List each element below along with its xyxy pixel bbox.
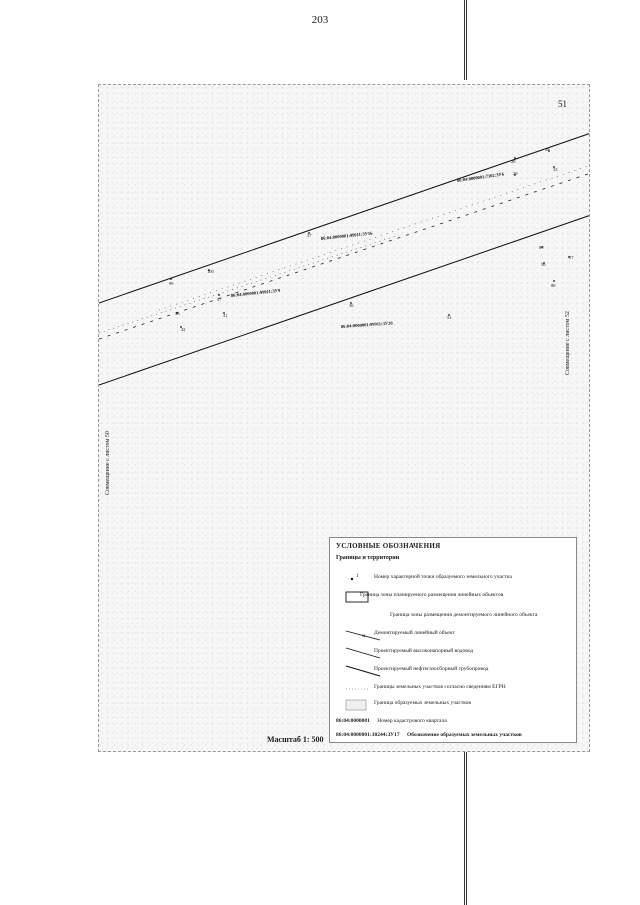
point-label: 57 [569, 255, 574, 260]
corridor-line-dotted [99, 235, 399, 333]
point-mark [170, 278, 172, 280]
point-label: 89 [539, 245, 544, 250]
continuation-label-left: Совмещение с листом 50 [105, 431, 111, 495]
point-label: 37 [217, 297, 222, 302]
zone-boundary-upper [99, 133, 590, 303]
legend-item [330, 570, 578, 588]
legend-item-text: Граница зоны планируемого размещения линейных объектов [360, 592, 504, 598]
legend-item [330, 644, 578, 662]
parcel-label: 86:04:0000001:99911:ЗУ26 [340, 320, 393, 329]
legend-box [329, 537, 577, 743]
svg-text:×: × [362, 634, 366, 640]
parcel-label: 86:04:0000001:99911:ЗУ16 [320, 230, 373, 241]
legend-item-text: Демонтируемый линейный объект [374, 630, 455, 636]
legend-item [330, 662, 578, 680]
legend-section-title: Границы и территории [336, 555, 400, 561]
cadastral-quarter-text: Номер кадастрового квартала [377, 718, 447, 724]
scan-edge-line [466, 752, 467, 905]
point-label: 88 [551, 283, 556, 288]
legend-item-text: Проектируемый нефтегазосборный трубопровод [374, 666, 489, 672]
legend-item [330, 608, 578, 626]
parcel-designation-code: 86:04:0000001:30244:ЗУ17 [336, 732, 400, 738]
point-label: 29 [513, 171, 518, 176]
scale-label: Масштаб 1: 500 [267, 735, 324, 744]
continuation-label-right: Совмещение с листом 52 [565, 311, 571, 375]
zone-boundary-lower [99, 215, 590, 385]
map-frame [98, 84, 590, 752]
scan-edge-line [464, 752, 465, 905]
svg-text:1: 1 [356, 574, 359, 579]
scan-edge-line [464, 0, 465, 80]
point-mark [218, 294, 220, 296]
legend-item-text: Границы земельных участков согласно сведениям ЕГРН [374, 684, 506, 690]
point-label: 100 [207, 269, 214, 274]
point-label: 37 [307, 233, 312, 238]
legend-code [336, 732, 522, 738]
point-label: 36 [175, 311, 180, 316]
parcel-label: 86:04:0000001:99911:ЗУ9 [230, 287, 281, 298]
point-label: 36 [349, 303, 354, 308]
cadastral-quarter-code: 86:04:0000001 [336, 718, 370, 724]
corridor-line-dashed [99, 173, 590, 339]
point-label: 28 [511, 159, 516, 164]
legend-item-text: Проектируемый высоконапорный водовод [374, 648, 474, 654]
legend-item-text: Граница образуемых земельных участков [374, 700, 471, 706]
legend-title: УСЛОВНЫЕ ОБОЗНАЧЕНИЯ [336, 542, 441, 550]
parcel-label: 86:04:0000001:7102:ЗУ6 [456, 171, 505, 183]
point-label: 38 [545, 147, 550, 152]
legend-item-text: Граница зоны размещения демонтируемого линейного объекта [390, 612, 538, 618]
legend-item [330, 696, 578, 714]
legend-item [330, 588, 578, 606]
scan-edge-line [466, 0, 467, 80]
legend-item-text: Номер характерной точки образуемого земельного участка [374, 574, 512, 580]
legend-item [330, 626, 578, 644]
point-mark [553, 280, 555, 282]
point-label: 33 [553, 167, 558, 172]
point-label: 42 [181, 327, 186, 332]
sheet-number: 51 [558, 99, 567, 109]
parcel-designation-text: Обозначение образуемых земельных участков [407, 732, 522, 738]
legend-code [336, 718, 447, 724]
page-number: 203 [311, 14, 329, 26]
point-label: 99 [169, 281, 174, 286]
point-label: 41 [223, 313, 228, 318]
point-label: 51 [447, 315, 452, 320]
point-label: 56 [541, 262, 546, 267]
